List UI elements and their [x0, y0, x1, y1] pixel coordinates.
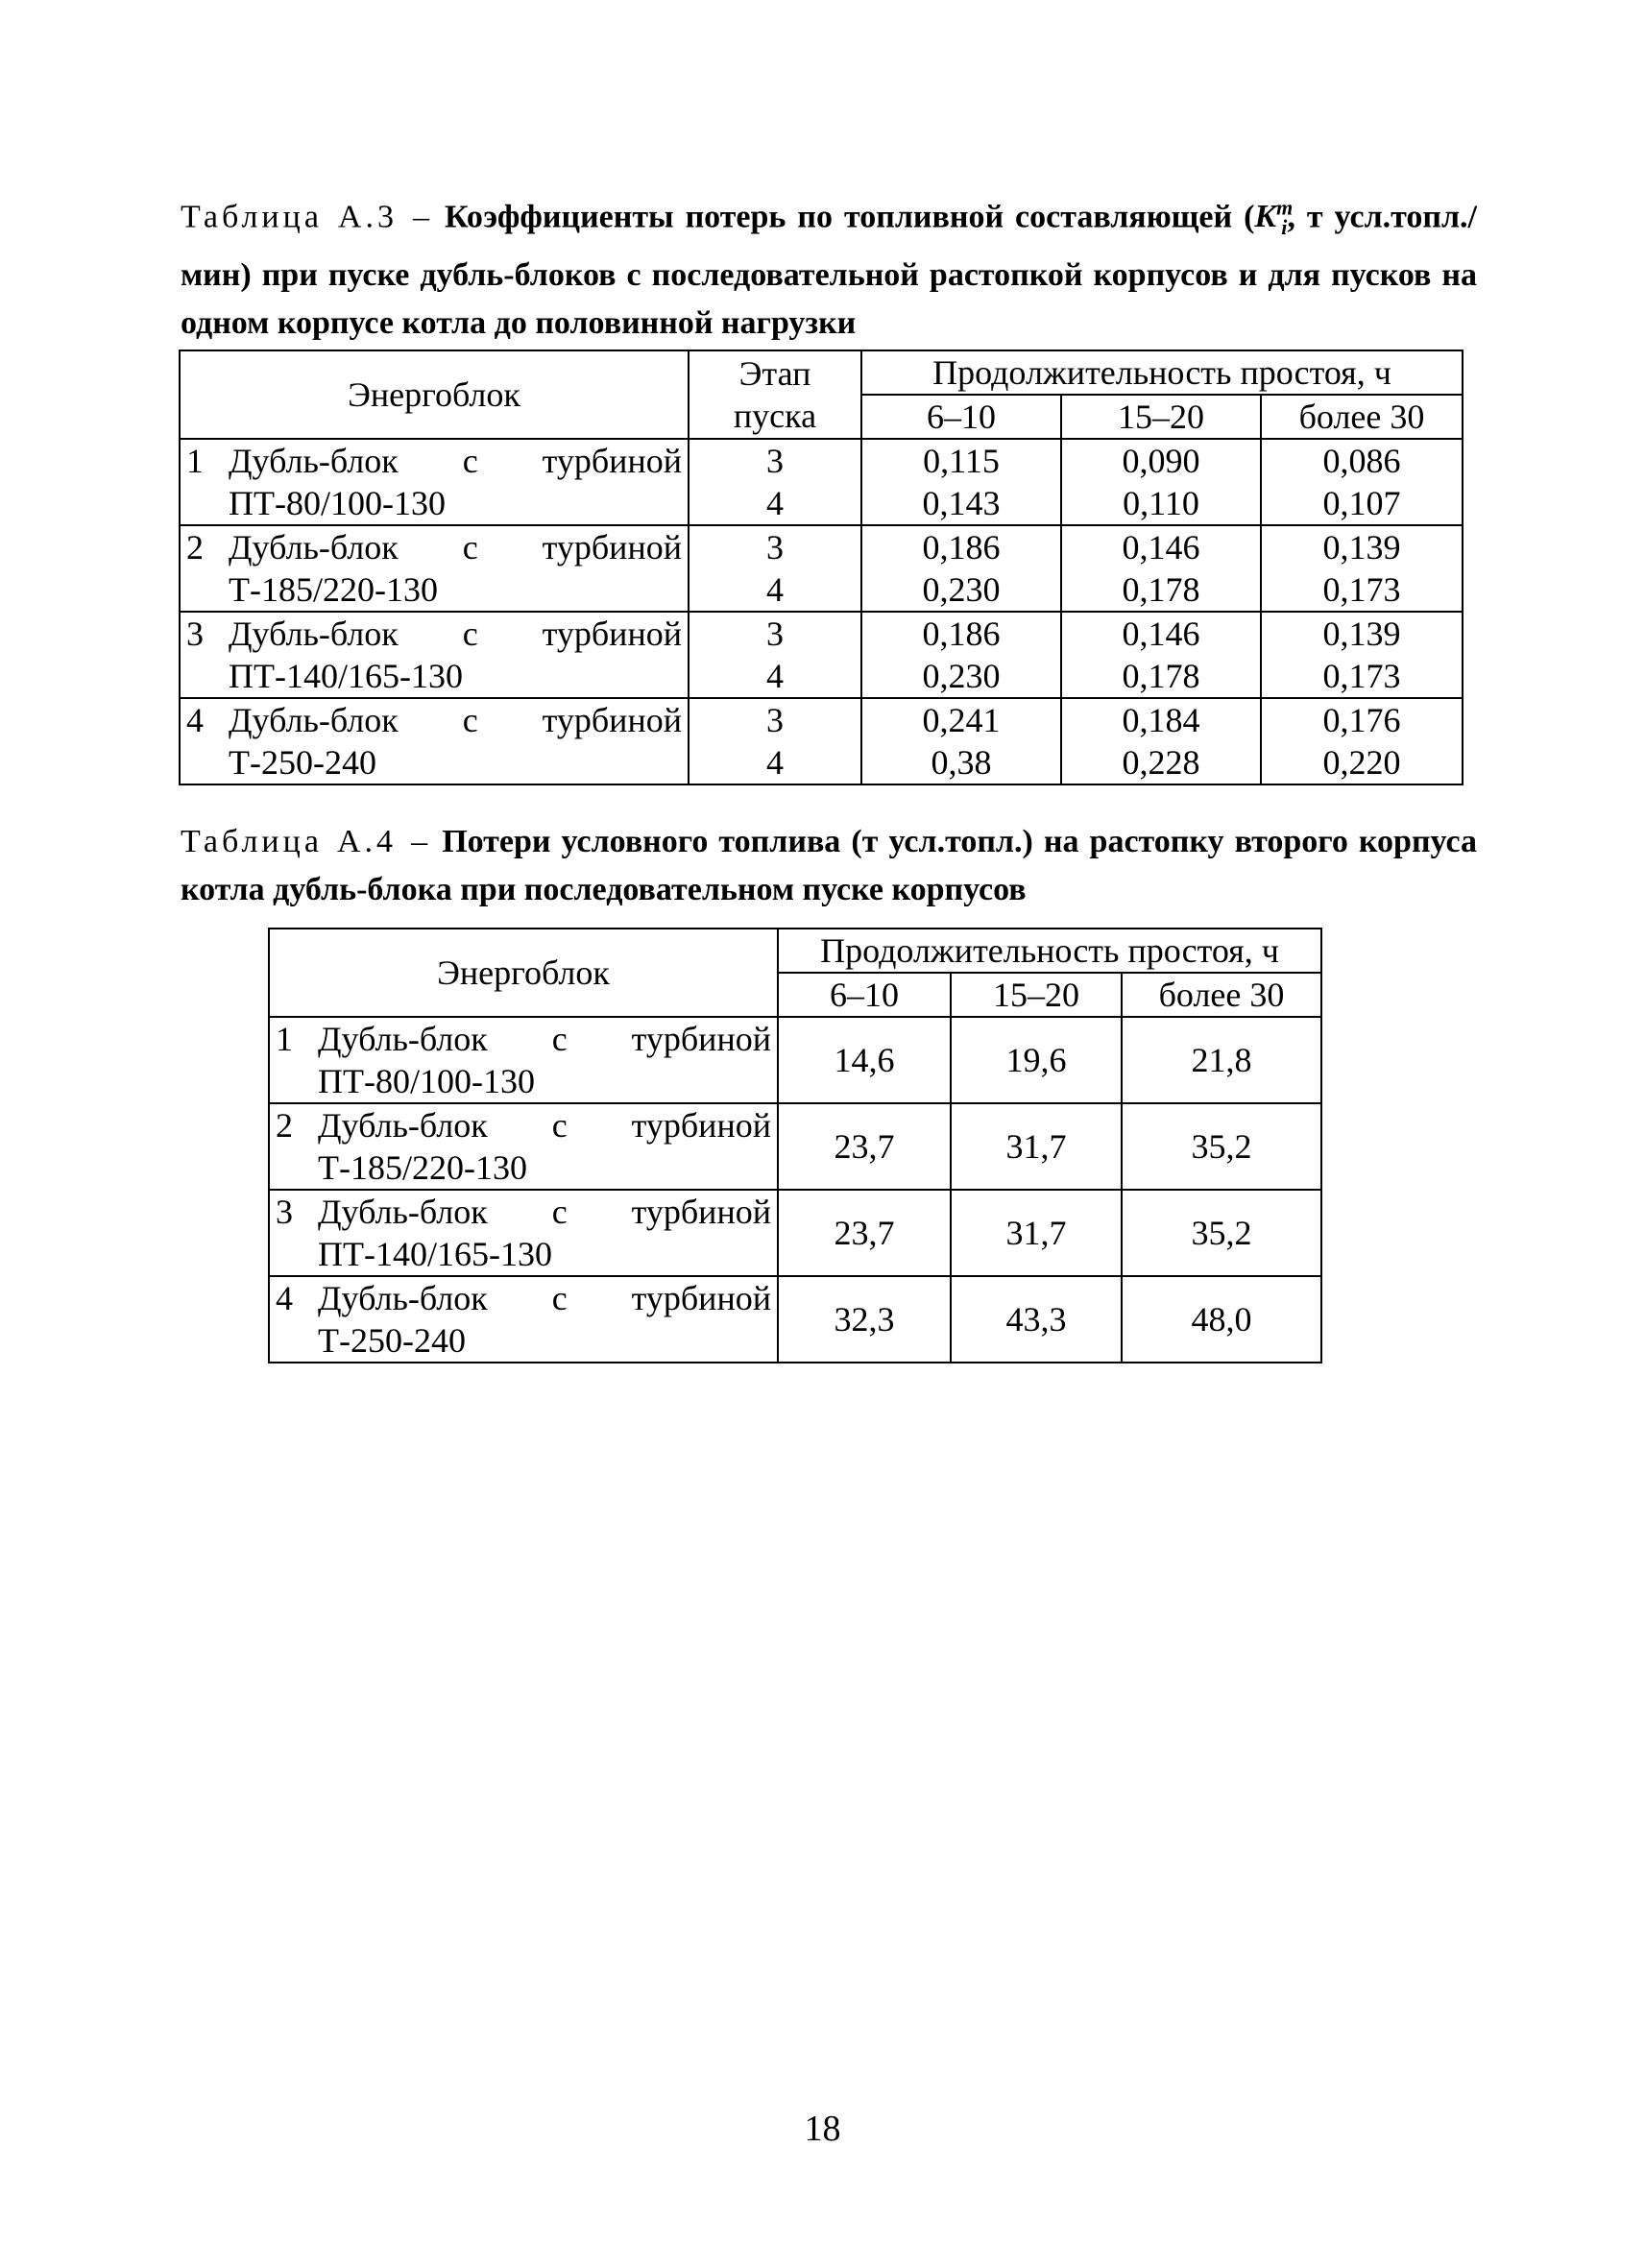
unit-cell: 1 Дубль-блок с турбиной ПТ-80/100-130: [269, 1017, 778, 1103]
table-a4-caption-lead: Таблица А.4 –: [181, 824, 432, 859]
col-header-6-10: 6–10: [778, 973, 951, 1017]
header-stage: Этап пуска: [689, 350, 861, 439]
value-cell: 19,6: [951, 1017, 1122, 1103]
value-cell: 0,146 0,178: [1061, 612, 1261, 698]
table-a4: [268, 928, 1322, 1363]
value-cell: 23,7: [778, 1103, 951, 1190]
coefficient-symbol: $K^т_i$: [1254, 196, 1294, 240]
value-cell: 21,8: [1122, 1017, 1321, 1103]
unit-cell: 1 Дубль-блок с турбиной ПТ-80/100-130: [180, 439, 689, 525]
value-cell: 0,176 0,220: [1261, 698, 1463, 784]
header-duration: Продолжительность простоя, ч: [861, 350, 1463, 395]
stage-cell: 3 4: [689, 439, 861, 525]
col-header-6-10: 6–10: [861, 395, 1061, 439]
col-header-over-30: более 30: [1261, 395, 1463, 439]
value-cell: 0,146 0,178: [1061, 525, 1261, 612]
table-row: [180, 698, 1463, 784]
table-row: [269, 1276, 1321, 1363]
value-cell: 0,184 0,228: [1061, 698, 1261, 784]
unit-cell: 2 Дубль-блок с турбиной Т-185/220-130: [180, 525, 689, 612]
value-cell: 35,2: [1122, 1103, 1321, 1190]
col-header-over-30: более 30: [1122, 973, 1321, 1017]
header-unit: Энергоблок: [180, 350, 689, 439]
table-a3: [179, 350, 1464, 785]
table-row: [180, 612, 1463, 698]
value-cell: 0,186 0,230: [861, 612, 1061, 698]
table-a4-caption-title: Потери условного топлива (т усл.топл.) на растопку второго корпуса котла дубль-блока при последовательном пуске корпусов: [181, 824, 1478, 907]
stage-cell: 3 4: [689, 698, 861, 784]
value-cell: 32,3: [778, 1276, 951, 1363]
value-cell: 0,241 0,38: [861, 698, 1061, 784]
unit-cell: 4 Дубль-блок с турбиной Т-250-240: [180, 698, 689, 784]
page-number: 18: [804, 2109, 841, 2149]
header-duration: Продолжительность простоя, ч: [778, 929, 1321, 973]
table-a3-caption-rest: , т усл.топл./мин) при пуске дубль-блоков с последовательной растопкой корпусов и для пусков на одном корпусе котла до половинной нагрузки: [181, 199, 1478, 342]
table-row: [269, 1103, 1321, 1190]
col-header-15-20: 15–20: [951, 973, 1122, 1017]
unit-cell: 3 Дубль-блок с турбиной ПТ-140/165-130: [269, 1190, 778, 1276]
value-cell: 48,0: [1122, 1276, 1321, 1363]
table-a3-caption-lead: Таблица А.3 –: [181, 199, 433, 235]
value-cell: 31,7: [951, 1103, 1122, 1190]
unit-cell: 2 Дубль-блок с турбиной Т-185/220-130: [269, 1103, 778, 1190]
value-cell: 35,2: [1122, 1190, 1321, 1276]
table-row: [269, 1017, 1321, 1103]
table-row: [180, 439, 1463, 525]
value-cell: 0,186 0,230: [861, 525, 1061, 612]
value-cell: 14,6: [778, 1017, 951, 1103]
table-row: [180, 525, 1463, 612]
table-row: [269, 1190, 1321, 1276]
stage-cell: 3 4: [689, 525, 861, 612]
value-cell: 23,7: [778, 1190, 951, 1276]
value-cell: 0,139 0,173: [1261, 525, 1463, 612]
value-cell: 43,3: [951, 1276, 1122, 1363]
value-cell: 0,086 0,107: [1261, 439, 1463, 525]
header-unit: Энергоблок: [269, 929, 778, 1017]
value-cell: 31,7: [951, 1190, 1122, 1276]
stage-cell: 3 4: [689, 612, 861, 698]
unit-cell: 4 Дубль-блок с турбиной Т-250-240: [269, 1276, 778, 1363]
table-a3-caption: [181, 184, 1477, 348]
unit-cell: 3 Дубль-блок с турбиной ПТ-140/165-130: [180, 612, 689, 698]
table-a3-caption-title: Коэффициенты потерь по топливной составляющей (: [444, 199, 1255, 235]
col-header-15-20: 15–20: [1061, 395, 1261, 439]
value-cell: 0,115 0,143: [861, 439, 1061, 525]
value-cell: 0,139 0,173: [1261, 612, 1463, 698]
table-a4-caption: [181, 818, 1477, 914]
value-cell: 0,090 0,110: [1061, 439, 1261, 525]
